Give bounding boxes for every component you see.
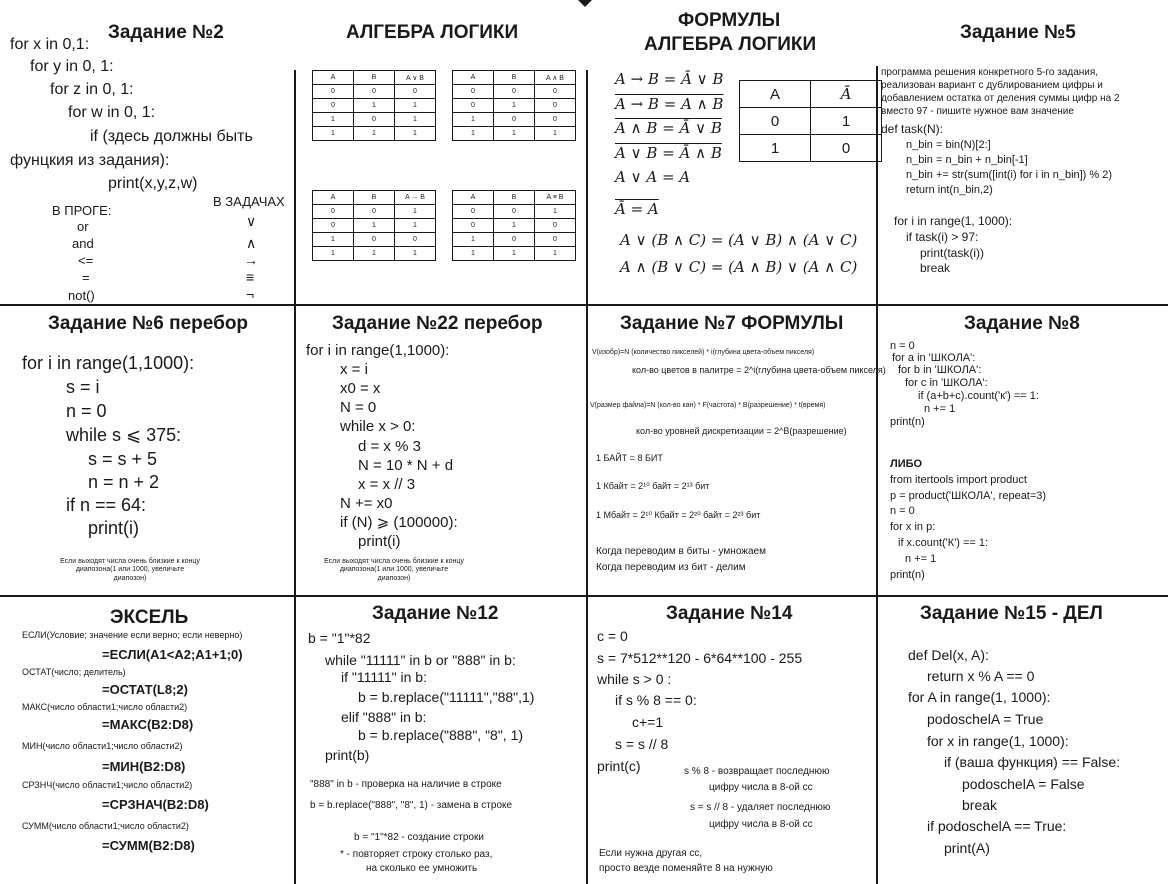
ops-left-heading: В ПРОГЕ: xyxy=(52,203,112,218)
code-line: if (ваша функция) == False: xyxy=(944,754,1121,770)
excel-formula: =ЕСЛИ(А1<А2;А1+1;0) xyxy=(102,647,243,662)
code-line: for A in range(1, 1000): xyxy=(908,689,1051,705)
code-line: for x in range(1, 1000): xyxy=(927,733,1069,749)
op-math: ∧ xyxy=(246,235,257,251)
grid-divider xyxy=(0,304,1168,306)
code-line: for z in 0, 1: xyxy=(50,81,134,98)
formula-discretization: кол-во уровней дискретизации = 2^B(разрешение) xyxy=(636,426,847,436)
unit-mbyte: 1 Мбайт = 2¹⁰ Кбайт = 2²⁰ байт = 2²³ бит xyxy=(596,510,761,520)
code-line: for i in range(1,1000): xyxy=(22,353,195,373)
code-line: while s > 0 : xyxy=(597,671,672,687)
code-line: while s ⩽ 375: xyxy=(66,425,182,445)
code-line: n += 1 xyxy=(924,403,956,415)
code-line: if task(i) > 97: xyxy=(906,230,979,244)
code-line: print(n) xyxy=(890,569,925,581)
code-line: for a in 'ШКОЛА': xyxy=(892,352,976,364)
code-line: def task(N): xyxy=(881,122,944,136)
excel-desc: МИН(число области1;число области2) xyxy=(22,741,183,751)
formula-line: A ∨ (B ∧ C) = (A ∨ B) ∧ (A ∨ C) xyxy=(620,231,858,249)
code-line: print(i) xyxy=(358,533,401,550)
task8-title: Задание №8 xyxy=(964,313,1080,334)
formula-line: A ∧ (B ∨ C) = (A ∧ B) ∨ (A ∧ C) xyxy=(620,258,858,276)
task2-title: Задание №2 xyxy=(108,22,224,43)
task5-note: вместо 97 - пишите нужное вам значение xyxy=(881,106,1074,117)
formula-line: A → B = A ∧ B xyxy=(615,95,724,113)
task12-note: * - повторяет строку столько раз, xyxy=(340,849,493,860)
code-line: s = s // 8 xyxy=(615,736,669,752)
formula-line: Ā = A xyxy=(615,200,659,218)
formula-line: A ∧ B = Ā ∨ B xyxy=(615,119,722,137)
code-line: N = 10 * N + d xyxy=(358,457,454,474)
code-line: n = 0 xyxy=(890,505,915,517)
ops-right-heading: В ЗАДАЧАХ xyxy=(213,194,285,209)
code-line: c = 0 xyxy=(597,628,628,644)
task14-note: Если нужна другая сс, xyxy=(599,848,703,859)
task14-note: просто везде поменяйте 8 на нужную xyxy=(599,863,773,874)
formulas-subtitle: АЛГЕБРА ЛОГИКИ xyxy=(644,34,817,55)
grid-divider xyxy=(294,70,296,884)
task15-title: Задание №15 - ДЕЛ xyxy=(920,603,1103,624)
truth-table-and: A B A ∧ B 0 0 0 0 1 0 1 0 0 1 1 1 xyxy=(452,70,576,141)
formula-palette: кол-во цветов в палитре = 2^i(глубина цвета-объем пикселя) xyxy=(632,365,886,375)
code-line: if (a+b+c).count('к') == 1: xyxy=(918,390,1039,402)
op-math: ¬ xyxy=(246,286,255,302)
grid-divider xyxy=(876,66,878,884)
code-line: n = 0 xyxy=(66,401,107,421)
excel-formula: =СРЗНАЧ(B2:D8) xyxy=(102,797,209,812)
code-line: podoschelA = False xyxy=(962,776,1085,792)
alternative-label: ЛИБО xyxy=(890,458,923,470)
code-line: s = 7*512**120 - 6*64**100 - 255 xyxy=(597,650,803,666)
code-line: b = b.replace("11111","88",1) xyxy=(358,689,535,705)
code-line: from itertools import product xyxy=(890,474,1027,486)
unit-kbyte: 1 Кбайт = 2¹⁰ байт = 2¹³ бит xyxy=(596,481,710,491)
excel-desc: СУММ(число области1;число области2) xyxy=(22,821,189,831)
code-line: while "11111" in b or "888" in b: xyxy=(325,652,516,668)
code-line: break xyxy=(962,797,998,813)
op-math: ∨ xyxy=(246,213,257,229)
task7-title: Задание №7 ФОРМУЛЫ xyxy=(620,313,844,334)
truth-table-equivalence: A B A ≡ B 0 0 1 0 1 0 1 0 0 1 1 1 xyxy=(452,190,576,261)
code-line: podoschelA = True xyxy=(927,711,1044,727)
excel-desc: МАКС(число области1;число области2) xyxy=(22,702,188,712)
code-line: if s % 8 == 0: xyxy=(615,692,697,708)
formula-line: A ∨ A = A xyxy=(615,168,691,186)
code-line: n_bin += str(sum([int(i) for i in n_bin]) % 2) xyxy=(906,169,1113,181)
code-line: for w in 0, 1: xyxy=(68,104,156,121)
code-line: b = b.replace("888", "8", 1) xyxy=(358,727,524,743)
code-line: x0 = x xyxy=(340,380,381,397)
code-line: if (здесь должны быть xyxy=(90,128,253,145)
code-line: N += x0 xyxy=(340,495,393,512)
excel-formula: =СУММ(B2:D8) xyxy=(102,838,195,853)
code-line: while x > 0: xyxy=(340,418,416,435)
formulas-title: ФОРМУЛЫ xyxy=(678,10,781,31)
code-line: print(task(i)) xyxy=(920,246,985,260)
code-line: if (N) ⩾ (100000): xyxy=(340,514,458,531)
op-program: <= xyxy=(78,253,94,268)
task6-title: Задание №6 перебор xyxy=(48,313,249,334)
code-line: s = s + 5 xyxy=(88,449,158,469)
excel-formula: =МАКС(B2:D8) xyxy=(102,717,194,732)
task12-note: b = "1"*82 - создание строки xyxy=(354,832,484,843)
code-line: elif "888" in b: xyxy=(341,709,427,725)
op-math: ≡ xyxy=(246,269,255,285)
code-line: n = n + 2 xyxy=(88,472,160,492)
code-line: print(n) xyxy=(890,416,925,428)
grid-divider xyxy=(0,595,1168,597)
code-line: for y in 0, 1: xyxy=(30,58,114,75)
code-line: if podoschelA == True: xyxy=(927,818,1067,834)
code-line: return x % A == 0 xyxy=(927,668,1035,684)
op-program: not() xyxy=(68,288,95,303)
code-line: b = "1"*82 xyxy=(308,630,371,646)
code-line: print(c) xyxy=(597,758,641,774)
code-line: for x in p: xyxy=(890,521,936,533)
code-line: x = i xyxy=(340,361,368,378)
code-line: for i in range(1,1000): xyxy=(306,342,450,359)
excel-desc: СРЗНЧ(число области1;число области2) xyxy=(22,780,193,790)
code-line: break xyxy=(920,261,951,275)
task14-note: цифру числа в 8-ой сс xyxy=(709,819,813,830)
code-line: print(A) xyxy=(944,840,990,856)
unit-byte: 1 БАЙТ = 8 БИТ xyxy=(596,453,663,463)
code-line: return int(n_bin,2) xyxy=(906,184,993,196)
truth-table-implication: A B A → B 0 0 1 0 1 1 1 0 0 1 1 1 xyxy=(312,190,436,261)
formula-line: A ∨ B = Ā ∧ B xyxy=(615,144,722,162)
code-line: s = i xyxy=(66,377,100,397)
code-line: print(x,y,z,w) xyxy=(108,175,198,192)
task12-note: на сколько ее умножить xyxy=(366,863,478,874)
formula-line: A → B = Ā ∨ B xyxy=(615,70,724,88)
grid-divider xyxy=(586,70,588,884)
formula-volume-image: V(изобр)=N (количество пикселей) * i(глубина цвета-объем пикселя) xyxy=(592,349,815,356)
code-line: if n == 64: xyxy=(66,495,147,515)
task22-note: Если выходят числа очень близкие к концу диапозона(1 или 1000, увеличьте диапозон) xyxy=(324,558,464,582)
task12-title: Задание №12 xyxy=(372,603,499,624)
task14-note: s % 8 - возвращает последнюю xyxy=(684,766,830,777)
task5-note: программа решения конкретного 5-го задания, xyxy=(881,67,1099,78)
code-line: n_bin = n_bin + n_bin[-1] xyxy=(906,154,1028,166)
task14-title: Задание №14 xyxy=(666,603,793,624)
code-line: if x.count('К') == 1: xyxy=(898,537,989,549)
negation-table: A Ā 0 1 1 0 xyxy=(739,80,882,162)
task14-note: цифру числа в 8-ой сс xyxy=(709,782,813,793)
op-program: = xyxy=(82,270,90,285)
note-to-bits: Когда переводим в биты - умножаем xyxy=(596,546,766,557)
code-line: p = product('ШКОЛА', repeat=3) xyxy=(890,490,1047,502)
task5-title: Задание №5 xyxy=(960,22,1076,43)
task5-note: добавлением остатка от деления суммы цифр на 2 xyxy=(881,93,1120,104)
excel-desc: ОСТАТ(число; делитель) xyxy=(22,667,126,677)
code-line: d = x % 3 xyxy=(358,438,421,455)
logic-algebra-title: АЛГЕБРА ЛОГИКИ xyxy=(346,22,519,43)
code-line: n_bin = bin(N)[2:] xyxy=(906,139,991,151)
code-line: фунцкия из задания): xyxy=(10,152,170,169)
code-line: print(b) xyxy=(325,747,370,763)
code-line: n = 0 xyxy=(890,340,915,352)
task6-note: Если выходят числа очень близкие к концу диапозона(1 или 1000, увеличьте диапозон) xyxy=(60,558,200,582)
task12-note: b = b.replace("888", "8", 1) - замена в строке xyxy=(310,800,513,811)
code-line: N = 0 xyxy=(340,399,377,416)
code-line: for c in 'ШКОЛА': xyxy=(905,377,988,389)
formula-volume-sound: V(размер файла)=N (кол-во кан) * F(частота) * B(разрешение) * t(время) xyxy=(590,402,826,409)
task12-note: "888" in b - проверка на наличие в строке xyxy=(310,779,502,790)
task22-title: Задание №22 перебор xyxy=(332,313,543,334)
code-line: if "11111" in b: xyxy=(341,669,427,685)
op-math: → xyxy=(244,252,258,268)
top-marker-icon xyxy=(578,0,592,7)
code-line: for x in 0,1: xyxy=(10,36,90,53)
excel-desc: ЕСЛИ(Условие; значение если верно; если неверно) xyxy=(22,630,243,640)
code-line: x = x // 3 xyxy=(358,476,416,493)
code-line: print(i) xyxy=(88,518,140,538)
excel-title: ЭКСЕЛЬ xyxy=(110,607,189,628)
task14-note: s = s // 8 - удаляет последнюю xyxy=(690,802,831,813)
truth-table-or: A B A ∨ B 0 0 0 0 1 1 1 0 1 1 1 1 xyxy=(312,70,436,141)
code-line: for b in 'ШКОЛА': xyxy=(898,364,982,376)
code-line: n += 1 xyxy=(905,553,937,565)
op-program: or xyxy=(77,219,89,234)
task5-note: реализован вариант с дублированием цифры и xyxy=(881,80,1103,91)
op-program: and xyxy=(72,236,94,251)
code-line: def Del(x, A): xyxy=(908,647,989,663)
excel-formula: =МИН(B2:D8) xyxy=(102,759,186,774)
excel-formula: =ОСТАТ(L8;2) xyxy=(102,682,188,697)
code-line: for i in range(1, 1000): xyxy=(894,214,1013,228)
note-from-bits: Когда переводим из бит - делим xyxy=(596,562,746,573)
code-line: c+=1 xyxy=(632,714,664,730)
